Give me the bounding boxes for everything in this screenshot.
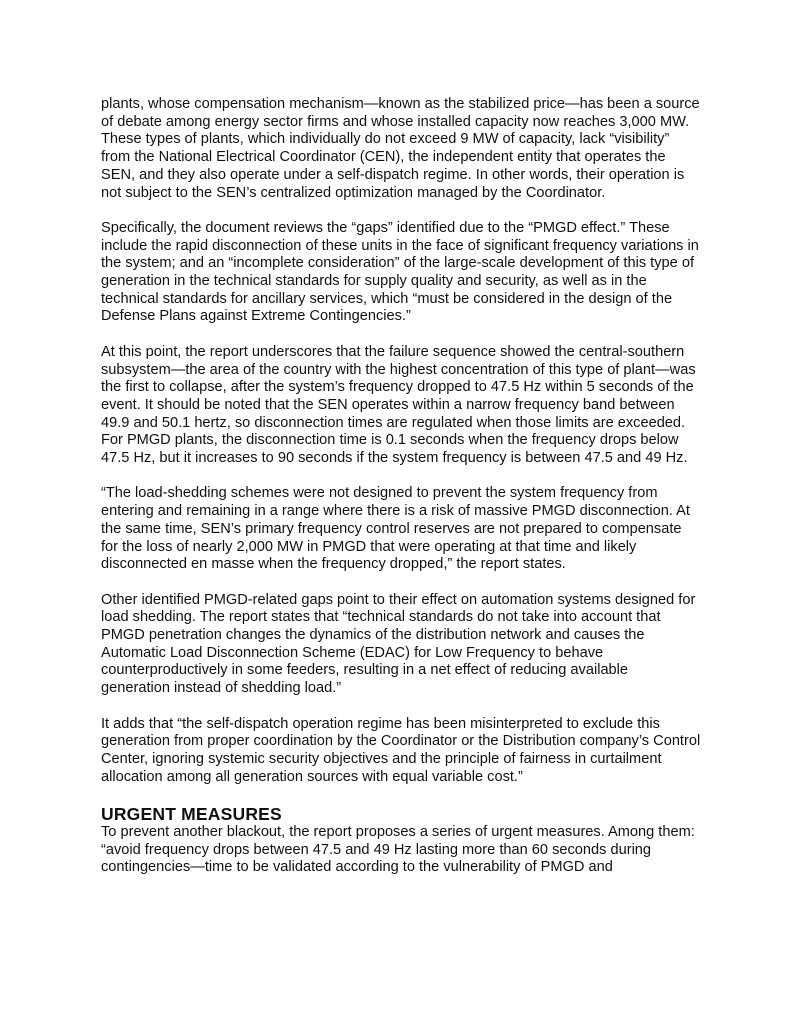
paragraph-automation-gaps: Other identified PMGD-related gaps point to their effect on automation systems designed for load shedding. The report states that “technical standards do not take into account that PMGD penetration changes the dynamics of the distribution network and causes the Automatic Load Disconnection Scheme (EDAC) for Low Frequency to behave counterproductively in some feeders, resulting in a net effect of reducing available generation instead of shedding load.” (101, 591, 696, 697)
paragraph-urgent-measures: To prevent another blackout, the report proposes a series of urgent measures. Among them: “avoid frequency drops between 47.5 and 49 Hz lasting more than 60 seconds during contingencies—time to be validated according to the vulnerability of PMGD and (101, 824, 695, 876)
document-page (101, 96, 701, 877)
paragraph-pmgd-gaps: Specifically, the document reviews the “gaps” identified due to the “PMGD effect.” These include the rapid disconnection of these units in the face of significant frequency variations in the system; and an “incomplete consideration” of the large-scale development of this type of generation in the technical standards for supply quality and security, as well as in the technical standards for ancillary services, which “must be considered in the design of the Defense Plans against Extreme Contingencies.” (101, 219, 699, 325)
paragraph-load-shedding-quote: “The load-shedding schemes were not designed to prevent the system frequency from entering and remaining in a range where there is a risk of massive PMGD disconnection. At the same time, SEN’s primary frequency control reserves are not prepared to compensate for the loss of nearly 2,000 MW in PMGD that were operating at that time and likely disconnected en masse when the frequency dropped,” the report states. (101, 485, 690, 573)
paragraph-failure-sequence: At this point, the report underscores that the failure sequence showed the central-southern subsystem—the area of the country with the highest concentration of this type of plant—was the first to collapse, after the system’s frequency dropped to 47.5 Hz within 5 seconds of the event. It should be noted that the SEN operates within a narrow frequency band between 49.9 and 50.1 hertz, so disconnection times are regulated when those limits are exceeded. For PMGD plants, the disconnection time is 0.1 seconds when the frequency drops below 47.5 Hz, but it increases to 90 seconds if the system frequency is between 47.5 and 49 Hz. (101, 343, 696, 467)
paragraph-stabilized-price: plants, whose compensation mechanism—known as the stabilized price—has been a source of debate among energy sector firms and whose installed capacity now reaches 3,000 MW. These types of plants, which individually do not exceed 9 MW of capacity, lack “visibility” from the National Electrical Coordinator (CEN), the independent entity that operates the SEN, and they also operate under a self-dispatch regime. In other words, their operation is not subject to the SEN’s centralized optimization managed by the Coordinator. (101, 96, 700, 201)
section-heading-urgent-measures: URGENT MEASURES (101, 804, 282, 825)
paragraph-self-dispatch: It adds that “the self-dispatch operation regime has been misinterpreted to exclude this generation from proper coordination by the Coordinator or the Distribution company’s Control Center, ignoring systemic security objectives and the principle of fairness in curtailment allocation among all generation sources with equal variable cost.” (101, 715, 701, 785)
